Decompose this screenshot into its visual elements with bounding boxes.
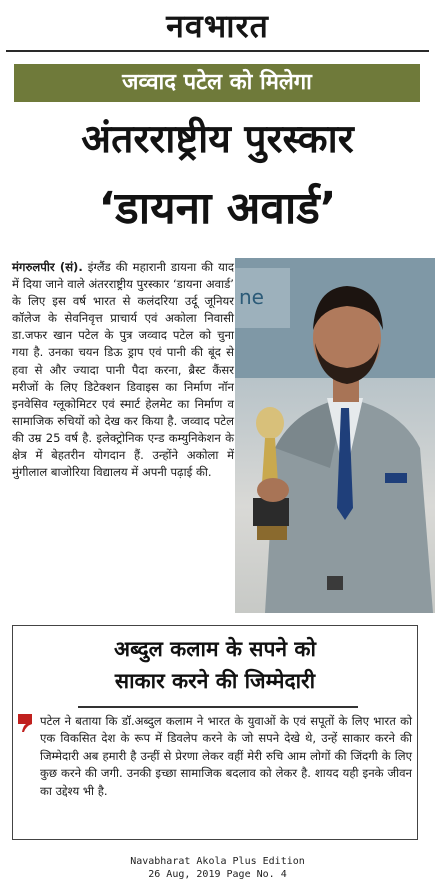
newspaper-masthead: नवभारत [166,7,269,45]
sidebar-subheading-rule [78,706,358,708]
sidebar-subheading-line-2: साकार करने की जिम्मेदारी [114,669,316,693]
edition-footer [0,855,435,881]
footer-edition: Navabharat Akola Plus Edition [130,856,305,867]
headline-line-2: ‘डायना अवार्ड’ [98,183,337,234]
article-dateline: मंगरुलपीर (सं). [12,260,83,274]
article-body-text: इंग्लैंड की महारानी डायना की याद में दिया जाने वाले अंतरराष्ट्रीय पुरस्कार ‘डायना अवार्ड’ के लिए इस वर्ष भारत से कलंदरिया उर्दू जूनियर कॉलेज के सेवनिवृत्त प्राचार्य एवं अकोला निवासी डा.जफर खान पटेल के पुत्र जव्वाद पटेल को चुना गया है. उनका चयन डिऊ ड्राप एवं पानी की बूंद से हवा से और ज्यादा पानी पैदा करना, ब्रैस्ट कैंसर मरीजों के लिए डिटेक्शन डिवाइस का निर्माण नॉन इनवेसिव ग्लूकोमिटर एवं स्मार्ट हेलमेट का निर्माण व सामाजिक रुचियों को देख कर किया है. जव्वाद पटेल की उम्र 25 वर्ष है. इलेक्ट्रोनिक एन्ड कम्युनिकेशन के क्षेत्र में बेहतरीन योगदान हैं. उन्होंने अकोला में मुंगीलाल बाजोरिया विद्यालय में अपनी पढ़ाई की. [12,260,235,480]
footer-date-page: 26 Aug, 2019 Page No. 4 [148,869,287,880]
masthead-divider [6,50,429,52]
article-body [12,259,234,481]
sidebar-body-text: पटेल ने बताया कि डॉ.अब्दुल कलाम ने भारत के युवाओं के एवं सपूतों के लिए भारत को एक विकसित देश के रूप में डिवलेप करने के जो सपने देखे थे, उन्हें साकार करने की जिम्मेदारी अब हमारी है उन्हीं से प्रेरणा लेकर वहीं मेरी रुचि आम लोगों की जिंदगी के लिए कुछ करने की जगी. उनकी इच्छा सामाजिक बदलाव को लेकर है. शायद यही इनके जीवन का उद्देश्य भी है. [40,714,412,798]
person-with-trophy-illustration [235,258,435,613]
quote-mark-icon [16,712,36,734]
backdrop-sign-text: ne [239,285,264,309]
article-kicker: जव्वाद पटेल को मिलेगा [14,64,420,102]
headline-line-1: अंतरराष्ट्रीय पुरस्कार [81,117,354,162]
sidebar-subheading-line-1: अब्दुल कलाम के सपने को [114,637,316,661]
award-photo [235,258,435,613]
sidebar-subheading [20,633,410,697]
